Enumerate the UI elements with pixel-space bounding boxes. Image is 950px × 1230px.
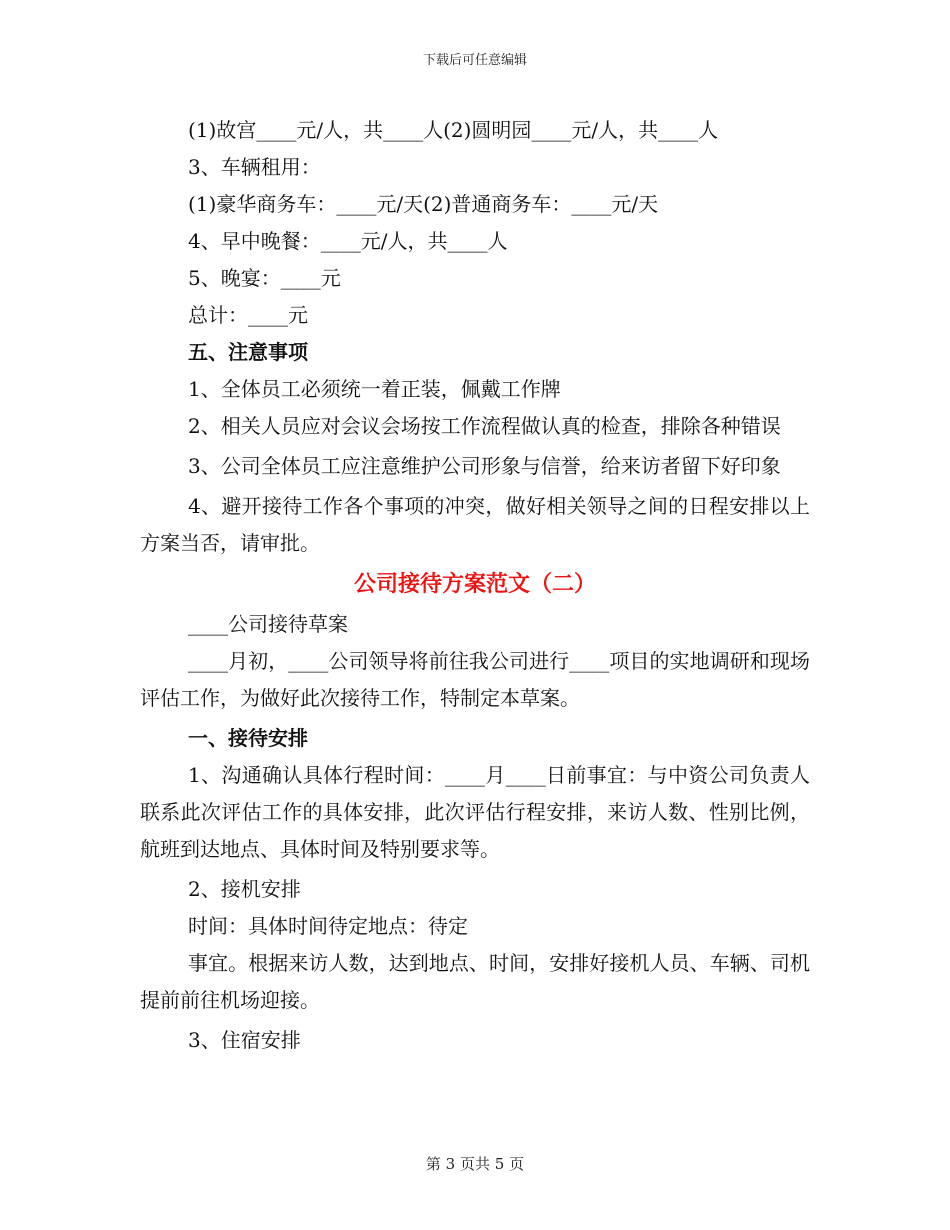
note-item-3: 3、公司全体员工应注意维护公司形象与信誉，给来访者留下好印象 <box>188 454 781 478</box>
page-footer: 第 3 页共 5 页 <box>425 1155 525 1173</box>
page-header: 下载后可任意编辑 <box>422 53 527 68</box>
document-body <box>140 112 810 1059</box>
total-line: 总计：____元 <box>188 303 308 327</box>
note-item-2: 2、相关人员应对会议会场按工作流程做认真的检查，排除各种错误 <box>188 414 781 438</box>
notes-heading: 五、注意事项 <box>188 340 308 364</box>
pickup-heading: 2、接机安排 <box>188 877 301 901</box>
note-item-1: 1、全体员工必须统一着正装，佩戴工作牌 <box>188 377 561 401</box>
draft-title-line: ____公司接待草案 <box>188 612 348 636</box>
note-item-4: 4、避开接待工作各个事项的冲突，做好相关领导之间的日程安排以上方案当否，请审批。 <box>140 494 810 555</box>
intro-paragraph: ____月初，____公司领导将前往我公司进行____项目的实地调研和现场评估工作，为做好此次接待工作，特制定本草案。 <box>140 649 810 710</box>
schedule-item: 1、沟通确认具体行程时间：____月____日前事宜：与中资公司负责人联系此次评估工作的具体安排，此次评估行程安排，来访人数、性别比例，航班到达地点、具体时间及特别要求等。 <box>140 763 810 861</box>
meals-line: 4、早中晚餐：____元/人，共____人 <box>188 229 508 253</box>
arrangement-heading: 一、接待安排 <box>188 726 308 750</box>
ticket-price-line: (1)故宫____元/人，共____人(2)圆明园____元/人，共____人 <box>188 118 719 142</box>
banquet-line: 5、晚宴：____元 <box>188 266 341 290</box>
lodging-heading: 3、住宿安排 <box>188 1028 301 1052</box>
vehicle-rental-heading: 3、车辆租用： <box>188 155 321 179</box>
pickup-detail-paragraph: 事宜。根据来访人数，达到地点、时间，安排好接机人员、车辆、司机提前前往机场迎接。 <box>140 951 810 1012</box>
pickup-time-line: 时间：具体时间待定地点：待定 <box>188 914 468 938</box>
vehicle-rental-line: (1)豪华商务车：____元/天(2)普通商务车：____元/天 <box>188 192 659 216</box>
section-title: 公司接待方案范文（二） <box>353 571 596 597</box>
